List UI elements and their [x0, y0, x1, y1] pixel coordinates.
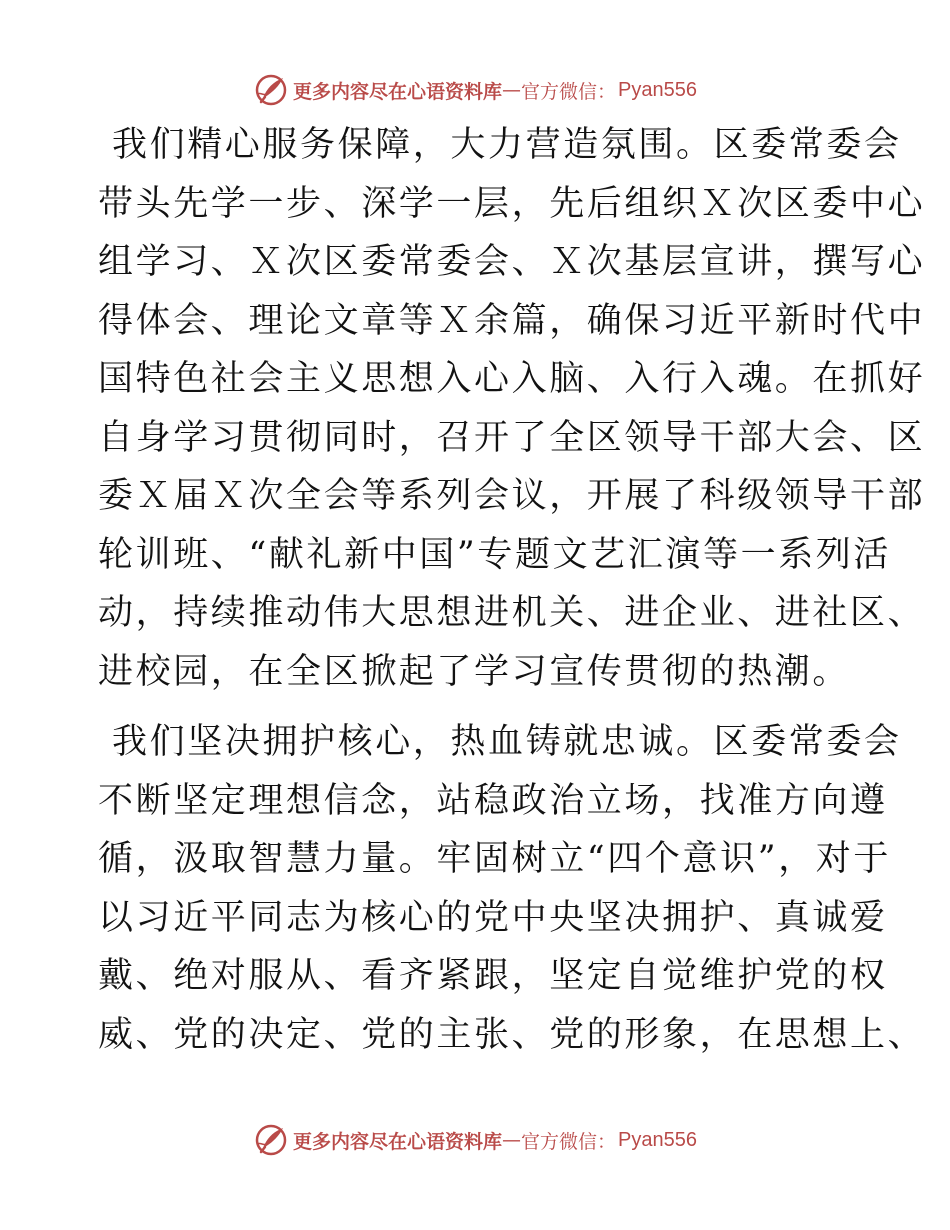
text-line: 以习近平同志为核心的党中央坚决拥护、真诚爱	[98, 897, 888, 938]
text-line: 威、党的决定、党的主张、党的形象，在思想上、	[98, 1014, 926, 1055]
paragraph-1	[98, 116, 926, 701]
header-banner	[0, 70, 950, 110]
text-line: 国特色社会主义思想入心入脑、入行入魂。在抓好	[98, 359, 926, 399]
text-line: 进校园，在全区掀起了学习宣传贯彻的热潮。	[98, 651, 851, 692]
text-line: 循，汲取智慧力量。牢固树立“四个意识”，对于	[98, 839, 891, 879]
document-body	[98, 116, 926, 1064]
banner-wechat-label: 官方微信：	[521, 80, 617, 103]
footer-banner	[0, 1120, 950, 1160]
banner-separator: —	[502, 79, 522, 101]
banner-separator: —	[502, 1129, 522, 1151]
text-line: 组学习、Ｘ次区委常委会、Ｘ次基层宣讲，撰写心	[98, 242, 926, 282]
banner-wechat-id: Pyan556	[618, 1128, 697, 1151]
feather-pen-logo-icon	[253, 72, 289, 108]
text-line: 自身学习贯彻同时，召开了全区领导干部大会、区	[98, 417, 926, 458]
text-line: 委Ｘ届Ｘ次全会等系列会议，开展了科级领导干部	[98, 476, 926, 516]
text-line: 得体会、理论文章等Ｘ余篇，确保习近平新时代中	[98, 300, 926, 341]
banner-wechat-label: 官方微信：	[521, 1130, 617, 1153]
banner-brand-text: 更多内容尽在心语资料库	[293, 1130, 503, 1153]
paragraph-2	[98, 713, 926, 1064]
text-line: 不断坚定理想信念，站稳政治立场，找准方向遵	[98, 780, 888, 821]
text-line: 动，持续推动伟大思想进机关、进企业、进社区、	[98, 593, 926, 633]
text-line: 戴、绝对服从、看齐紧跟，坚定自觉维护党的权	[98, 956, 888, 996]
banner-wechat-id: Pyan556	[618, 78, 697, 101]
feather-pen-logo-icon	[253, 1122, 289, 1158]
text-line: 带头先学一步、深学一层，先后组织Ｘ次区委中心	[98, 183, 926, 224]
text-line: 我们坚决拥护核心，热血铸就忠诚。区委常委会	[112, 722, 902, 762]
text-line: 轮训班、“献礼新中国”专题文艺汇演等一系列活	[98, 534, 891, 575]
banner-brand-text: 更多内容尽在心语资料库	[293, 80, 503, 103]
text-line: 我们精心服务保障，大力营造氛围。区委常委会	[112, 125, 902, 165]
